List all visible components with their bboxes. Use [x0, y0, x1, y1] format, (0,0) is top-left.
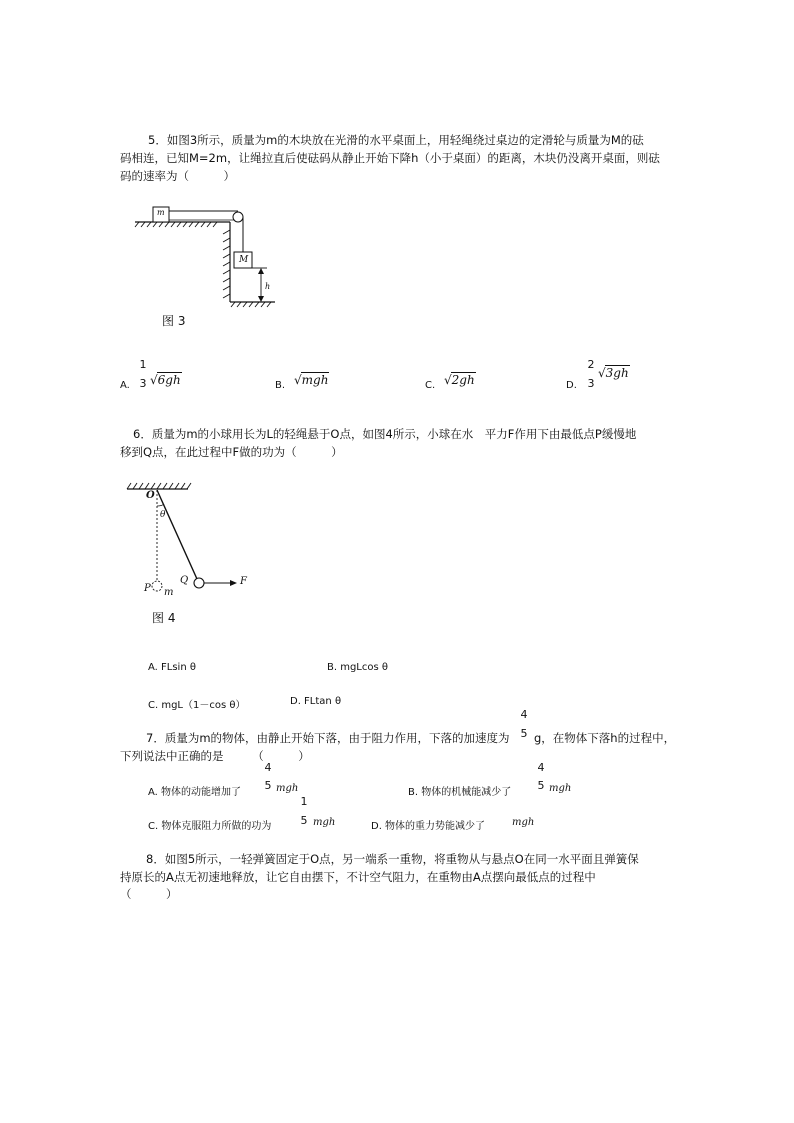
q8-stem-line2: 持原长的A点无初速地释放，让它自由摆下，不计空气阻力，在重物由A点摆向最低点的过程中 [120, 870, 596, 884]
q5-option-c-label: C. [425, 380, 436, 391]
q6-stem-line2: 移到Q点，在此过程中F做的功为（ ） [120, 445, 343, 459]
q7-option-a-den: 5 [264, 779, 272, 792]
figure-3-pulley-diagram [135, 200, 295, 315]
q6-stem-line1: 6．质量为m的小球用长为L的轻绳悬于O点，如图4所示，小球在水 平力F作用下由最低点P缓慢地 [133, 427, 637, 441]
q5-option-a-frac-den: 3 [139, 377, 147, 390]
q7-option-b-tail: mgh [549, 783, 572, 794]
q7-option-b-den: 5 [537, 779, 545, 792]
q7-option-b-text: B. 物体的机械能减少了 [408, 787, 512, 798]
fig4-label-F: F [240, 576, 247, 587]
q7-option-d-tail: mgh [512, 817, 535, 828]
q5-option-d-label: D. [566, 380, 577, 391]
q5-option-c-radicand: 2gh [451, 373, 475, 387]
q7-option-c-den: 5 [300, 814, 308, 827]
q7-stem-frac-num: 4 [520, 708, 528, 721]
q5-option-d-frac-num: 2 [587, 358, 595, 371]
q6-option-c: C. mgL（1－cos θ） [148, 700, 246, 711]
q5-option-a-label: A. [120, 380, 130, 391]
q7-option-b-num: 4 [537, 761, 545, 774]
fig4-caption: 图 4 [152, 611, 176, 625]
q8-stem-line3: （ ） [120, 887, 178, 901]
q7-option-c-tail: mgh [313, 817, 336, 828]
q6-option-a: A. FLsin θ [148, 662, 196, 673]
q5-option-a-radicand: 6gh [157, 373, 181, 387]
fig4-label-theta: θ [160, 510, 166, 520]
q7-option-c-text: C. 物体克服阻力所做的功为 [148, 821, 272, 832]
fig4-label-P: P [144, 583, 151, 594]
q5-option-a-frac-num: 1 [139, 358, 147, 371]
fig4-label-O: O [146, 490, 155, 501]
q7-option-d-text: D. 物体的重力势能减少了 [371, 821, 486, 832]
q5-option-d-radicand: 3gh [605, 366, 629, 380]
fig3-label-M: M [239, 255, 249, 265]
q6-option-b: B. mgLcos θ [327, 662, 389, 673]
q7-stem-line1-b: g，在物体下落h的过程中， [534, 731, 676, 745]
fig3-label-m: m [157, 208, 165, 217]
q7-stem-line1-a: 7．质量为m的物体，由静止开始下落，由于阻力作用，下落的加速度为 [146, 731, 510, 745]
q5-option-a-sqrt: √6gh [150, 373, 181, 387]
fig4-label-m: m [164, 587, 174, 598]
q5-option-d-sqrt: √3gh [598, 366, 629, 380]
q5-stem-line2: 码相连，已知M=2m，让绳拉直后使砝码从静止开始下降h（小于桌面）的距离，木块仍没离开桌面，则砝 [120, 151, 660, 165]
q5-option-b-radicand: mgh [301, 373, 329, 387]
q5-option-b-label: B. [275, 380, 286, 391]
q7-stem-frac-den: 5 [520, 727, 528, 740]
q6-option-d: D. FLtan θ [290, 696, 342, 707]
q7-option-a-text: A. 物体的动能增加了 [148, 787, 242, 798]
fig4-label-Q: Q [180, 575, 189, 586]
q5-stem-line3: 码的速率为（ ） [120, 169, 235, 183]
q7-option-a-tail: mgh [276, 783, 299, 794]
q7-stem-line2: 下列说法中正确的是 （ ） [120, 749, 310, 763]
q7-option-c-num: 1 [300, 795, 308, 808]
q5-option-c-sqrt: √2gh [444, 373, 475, 387]
q8-stem-line1: 8．如图5所示，一轻弹簧固定于O点，另一端系一重物，将重物从与悬点O在同一水平面且弹簧保 [146, 852, 639, 866]
q5-stem-line1: 5．如图3所示，质量为m的木块放在光滑的水平桌面上，用轻绳绕过桌边的定滑轮与质量为M的砝 [148, 133, 644, 147]
q7-option-a-num: 4 [264, 761, 272, 774]
q5-option-b-sqrt: √mgh [294, 373, 329, 387]
q5-option-d-frac-den: 3 [587, 377, 595, 390]
fig3-label-h: h [265, 282, 271, 291]
fig3-caption: 图 3 [162, 314, 186, 328]
